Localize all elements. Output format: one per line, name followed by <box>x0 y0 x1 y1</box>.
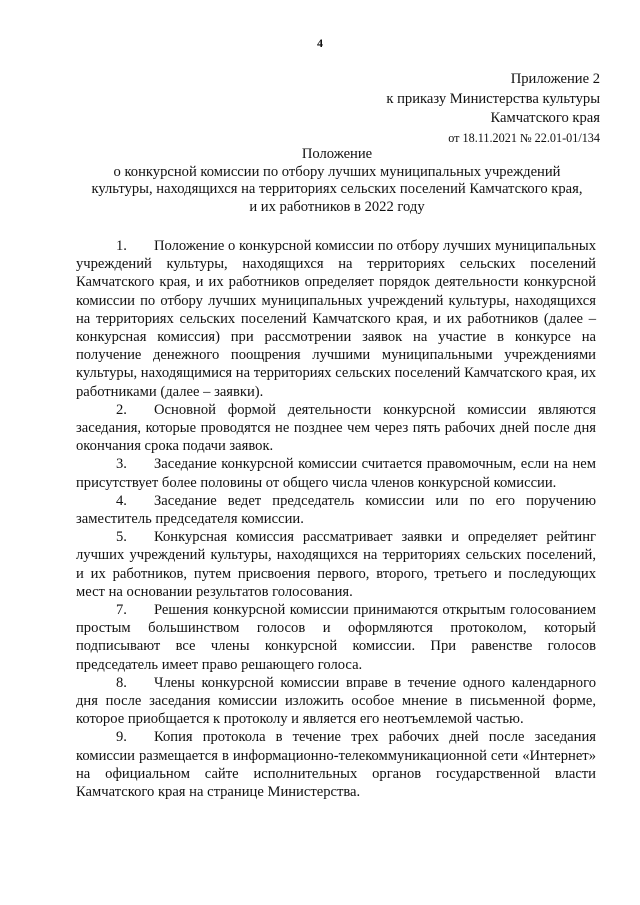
appendix-title: Приложение 2 <box>510 71 600 87</box>
paragraph-4 <box>76 492 596 528</box>
appendix-order-reference: к приказу Министерства культуры <box>386 90 600 107</box>
paragraph-number: 9. <box>116 729 127 746</box>
paragraph-7 <box>76 601 596 674</box>
paragraph-text: Основной формой деятельности конкурсной комиссии являются заседания, которые проводятся не позднее чем через пять рабочих дней после дня окончания срока подачи заявок. <box>76 401 596 455</box>
paragraph-text: Положение о конкурсной комиссии по отбору лучших муниципальных учреждений культуры, находящихся на территориях сельских поселений Камчатского края, и их работников определяет порядок деятельности конкурсной комиссии по отбору лучших муниципальных учреждений культуры, находящихся на территориях сельских поселений Камчатского края, и их работников (далее – конкурсная комиссия) при рассмотрении заявок на участие в конкурсе на получение денежного поощрения лучшими муниципальными учреждениями культуры, находящимися на территориях сельских поселений Камчатского края, их работниками (далее – заявки). <box>76 238 596 400</box>
title-line-2: о конкурсной комиссии по отбору лучших муниципальных учреждений <box>113 163 561 180</box>
paragraph-number: 3. <box>116 456 127 473</box>
paragraph-text: Заседание ведет председатель комиссии или по его поручению заместитель председателя комиссии. <box>76 492 596 528</box>
appendix-header <box>386 70 600 148</box>
title-line-4: и их работников в 2022 году <box>249 198 425 215</box>
paragraph-text: Члены конкурсной комиссии вправе в течение одного календарного дня после заседания комиссии изложить особое мнение в письменной форме, которое приобщается к протоколу и является его неотъемлемой частью. <box>76 674 596 728</box>
title-line-1: Положение <box>301 146 373 162</box>
paragraph-1 <box>76 237 596 401</box>
paragraph-number: 5. <box>116 529 127 546</box>
paragraph-number: 7. <box>116 602 127 619</box>
paragraph-number: 4. <box>116 492 127 509</box>
paragraph-2 <box>76 401 596 456</box>
paragraph-8 <box>76 674 596 729</box>
appendix-order-date: от 18.11.2021 № 22.01-01/134 <box>448 130 600 145</box>
paragraph-text: Решения конкурсной комиссии принимаются открытым голосованием простым большинством голосов и оформляются протоколом, который подписывают все члены конкурсной комиссии. При равенстве голосов председатель имеет право решающего голоса. <box>76 602 596 673</box>
paragraph-text: Конкурсная комиссия рассматривает заявки и определяет рейтинг лучших учреждений культуры, находящихся на территориях сельских поселений, и их работников, путем присвоения первого, второго, третьего и последующих мест на основании результатов голосования. <box>76 529 596 600</box>
title-line-3: культуры, находящихся на территориях сельских поселений Камчатского края, <box>91 181 583 197</box>
paragraph-9 <box>76 728 596 801</box>
document-title <box>60 146 614 216</box>
paragraph-number: 8. <box>116 674 127 691</box>
paragraph-text: Заседание конкурсной комиссии считается правомочным, если на нем присутствует более половины от общего числа членов конкурсной комиссии. <box>76 456 596 491</box>
paragraph-number: 1. <box>116 238 127 254</box>
page-number: 4 <box>317 36 323 50</box>
paragraph-number: 2. <box>116 401 127 418</box>
appendix-region: Камчатского края <box>490 110 600 126</box>
paragraph-text: Копия протокола в течение трех рабочих дней после заседания комиссии размещается в информационно-телекоммуникационной сети «Интернет» на официальном сайте исполнительных органов государственной власти Камчатского края на странице Министерства. <box>76 729 596 801</box>
regulation-body <box>76 237 596 801</box>
paragraph-3 <box>76 455 596 491</box>
paragraph-5 <box>76 528 596 601</box>
